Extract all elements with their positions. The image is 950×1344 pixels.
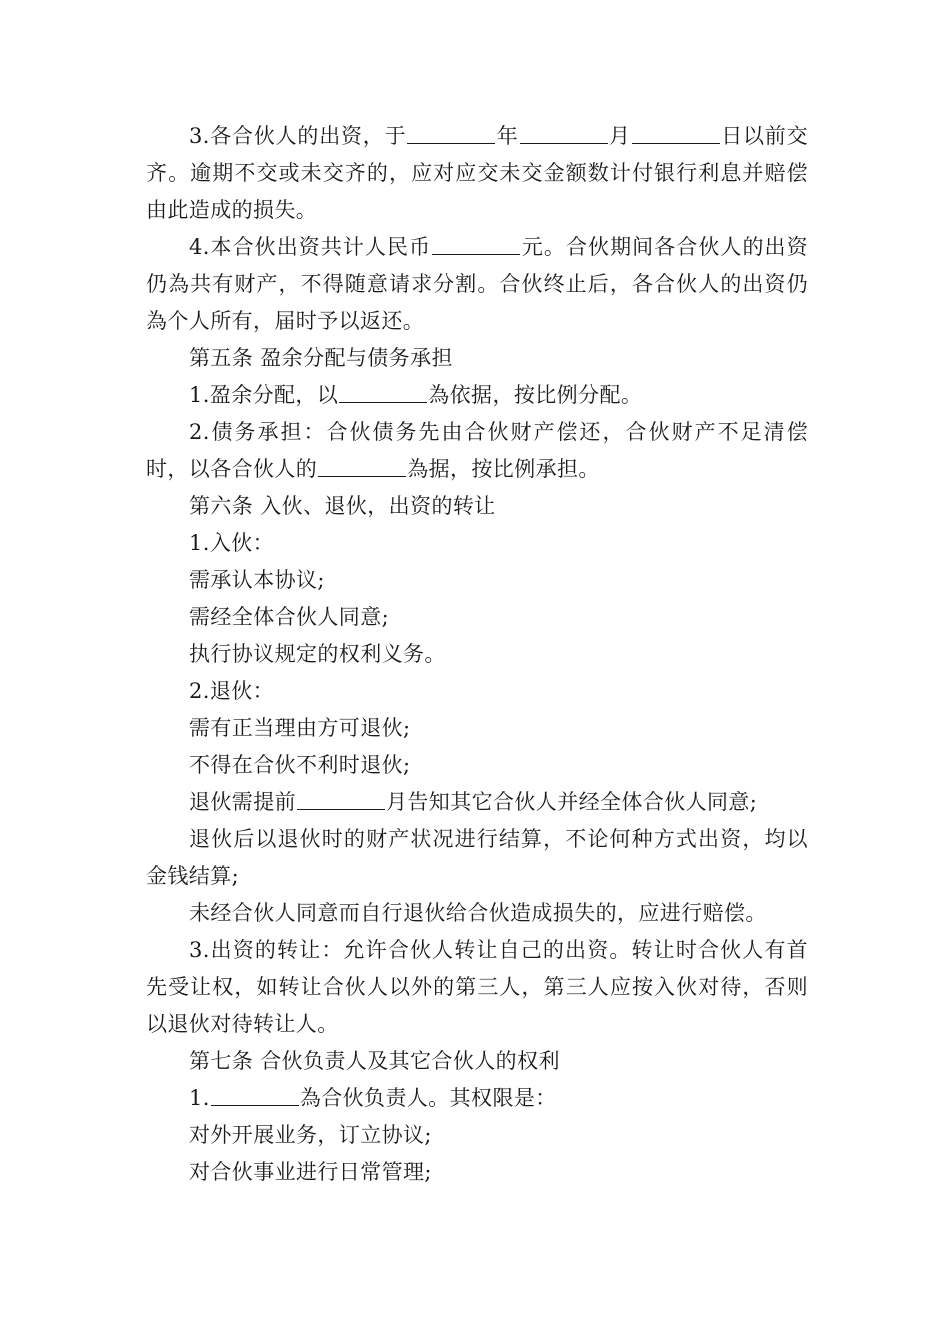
paragraph-admission-title: 1.入伙： bbox=[189, 531, 275, 555]
paragraph-managing-partner: 1. 為合伙负责人。其权限是： bbox=[189, 1086, 557, 1110]
article-5-heading: 第五条 盈余分配与债务承担 bbox=[189, 346, 453, 370]
list-item: 需有正当理由方可退伙; bbox=[189, 716, 411, 740]
paragraph-withdrawal-title: 2.退伙： bbox=[189, 679, 275, 703]
paragraph-total-contribution: 4.本合伙出资共计人民币 元。合伙期间各合伙人的出资仍為共有财产，不得随意请求分割。合伙终止后，各合伙人的出资仍為个人所有，届时予以返还。 bbox=[146, 235, 808, 333]
list-item: 执行协议规定的权利义务。 bbox=[189, 642, 446, 666]
article-6-heading: 第六条 入伙、退伙，出资的转让 bbox=[189, 494, 496, 518]
blank-debt-basis-field bbox=[318, 456, 406, 477]
list-item: 需经全体合伙人同意; bbox=[189, 605, 390, 629]
list-item: 需承认本协议; bbox=[189, 568, 325, 592]
blank-day-field bbox=[632, 123, 720, 144]
blank-year-field bbox=[407, 123, 495, 144]
list-item: 对合伙事业进行日常管理; bbox=[189, 1160, 432, 1184]
list-item: 对外开展业务，订立协议; bbox=[189, 1123, 432, 1147]
paragraph-profit-distribution: 1.盈余分配，以 為依据，按比例分配。 bbox=[189, 383, 643, 407]
blank-month-field bbox=[520, 123, 608, 144]
article-7-heading: 第七条 合伙负责人及其它合伙人的权利 bbox=[189, 1049, 560, 1073]
blank-profit-basis-field bbox=[339, 382, 427, 403]
paragraph-contribution-deadline: 3.各合伙人的出资，于 年 月 日以前交齐。逾期不交或未交齐的，应对应交未交金额数计付银行利息并赔偿由此造成的损失。 bbox=[146, 124, 808, 222]
paragraph-contribution-transfer: 3.出资的转让：允许合伙人转让自己的出资。转让时合伙人有首先受让权，如转让合伙人以外的第三人，第三人应按入伙对待，否则以退伙对待转让人。 bbox=[146, 938, 808, 1036]
list-item: 未经合伙人同意而自行退伙给合伙造成损失的，应进行赔偿。 bbox=[189, 901, 767, 925]
blank-notice-months-field bbox=[297, 789, 385, 810]
list-item: 退伙后以退伙时的财产状况进行结算，不论何种方式出资，均以金钱结算; bbox=[146, 827, 808, 888]
list-item: 退伙需提前 月告知其它合伙人并经全体合伙人同意; bbox=[189, 790, 758, 814]
document-body bbox=[146, 118, 808, 1191]
blank-manager-name-field bbox=[211, 1085, 299, 1106]
list-item: 不得在合伙不利时退伙; bbox=[189, 753, 411, 777]
blank-amount-field bbox=[432, 234, 520, 255]
paragraph-debt-bearing: 2.债务承担：合伙债务先由合伙财产偿还，合伙财产不足清偿时，以各合伙人的 為据，按比例承担。 bbox=[146, 420, 808, 481]
